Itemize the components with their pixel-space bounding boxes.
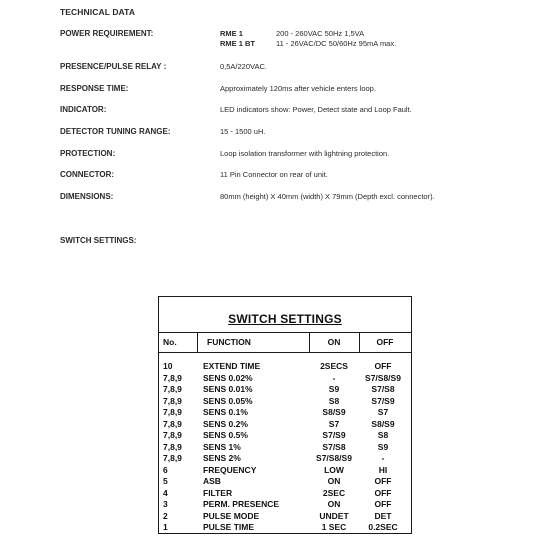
cell-off: S9 — [377, 441, 389, 452]
cell-off: OFF — [374, 499, 392, 509]
cell-no: 7,8,9 — [163, 453, 182, 463]
cell-no: 4 — [163, 487, 168, 498]
table-row — [159, 373, 411, 385]
spec-label: CONNECTOR: — [60, 170, 115, 179]
table-body — [159, 361, 411, 534]
spec-value: Loop isolation transformer with lightning protection. — [220, 149, 390, 158]
cell-no: 6 — [163, 464, 168, 475]
cell-off: HI — [378, 464, 388, 475]
cell-function: EXTEND TIME — [203, 361, 261, 371]
column-header-off: OFF — [376, 337, 394, 347]
cell-on: 2SECS — [320, 361, 348, 371]
power-model: RME 1 — [220, 29, 243, 38]
spec-label: POWER REQUIREMENT: — [60, 29, 154, 38]
power-line-rme1 — [220, 29, 396, 39]
spec-value: 0,5A/220VAC. — [220, 62, 267, 71]
cell-off: S8/S9 — [371, 418, 395, 429]
cell-no: 3 — [163, 499, 168, 509]
spec-connector — [60, 170, 540, 184]
cell-on: LOW — [324, 464, 344, 475]
spec-label: DIMENSIONS: — [60, 192, 114, 201]
table-row — [159, 476, 411, 488]
spec-label: RESPONSE TIME: — [60, 84, 129, 93]
table-row — [159, 511, 411, 523]
cell-on: S7/S9 — [322, 430, 346, 440]
spec-power-requirement — [60, 29, 540, 48]
cell-on: 2SEC — [322, 487, 346, 498]
cell-function: SENS 1% — [203, 441, 241, 452]
cell-no: 7,8,9 — [163, 384, 182, 394]
spec-response-time — [60, 84, 540, 98]
table-row — [159, 407, 411, 419]
cell-no: 7,8,9 — [163, 372, 182, 383]
spec-label: INDICATOR: — [60, 105, 107, 114]
cell-on: UNDET — [319, 510, 349, 521]
cell-on: 1 SEC — [321, 522, 347, 532]
cell-no: 7,8,9 — [163, 418, 182, 429]
table-row — [159, 522, 411, 534]
switch-settings-table — [158, 296, 412, 534]
table-row — [159, 430, 411, 442]
cell-off: S8 — [377, 430, 389, 440]
cell-no: 2 — [163, 510, 168, 521]
table-row — [159, 465, 411, 477]
cell-function: SENS 0.1% — [203, 407, 248, 417]
spec-label: DETECTOR TUNING RANGE: — [60, 127, 171, 136]
cell-no: 7,8,9 — [163, 441, 182, 452]
table-row — [159, 453, 411, 465]
spec-indicator — [60, 105, 540, 119]
table-row — [159, 361, 411, 373]
cell-off: S7 — [377, 407, 389, 417]
power-model: RME 1 BT — [220, 39, 256, 48]
cell-no: 1 — [163, 522, 168, 532]
cell-on: S7 — [328, 418, 340, 429]
cell-off: S7/S8 — [371, 384, 395, 394]
cell-function: SENS 0.05% — [203, 395, 253, 406]
cell-function: FILTER — [203, 487, 233, 498]
table-row — [159, 488, 411, 500]
cell-function: PULSE MODE — [203, 510, 260, 521]
column-header-no: No. — [163, 337, 177, 347]
cell-function: FREQUENCY — [203, 464, 257, 475]
cell-on: S7/S8 — [322, 441, 346, 452]
spec-value: Approximately 120ms after vehicle enters loop. — [220, 84, 376, 93]
column-divider — [197, 333, 198, 353]
cell-function: ASB — [203, 476, 221, 486]
spec-tuning-range — [60, 127, 540, 141]
spec-dimensions — [60, 192, 540, 206]
cell-on: - — [332, 372, 336, 383]
table-row — [159, 442, 411, 454]
cell-no: 7,8,9 — [163, 407, 182, 417]
cell-function: SENS 0.5% — [203, 430, 248, 440]
cell-on: S9 — [328, 384, 340, 394]
cell-function: SENS 0.2% — [203, 418, 248, 429]
spec-value: 15 - 1500 uH. — [220, 127, 266, 136]
spec-value — [220, 29, 396, 49]
table-title: SWITCH SETTINGS — [228, 312, 342, 326]
spec-value: 11 Pin Connector on rear of unit. — [220, 170, 328, 179]
cell-on: S8 — [328, 395, 340, 406]
table-row — [159, 419, 411, 431]
cell-function: SENS 0.01% — [203, 384, 253, 394]
cell-off: DET — [374, 510, 392, 521]
cell-no: 7,8,9 — [163, 430, 182, 440]
document-heading: TECHNICAL DATA — [60, 7, 136, 17]
spec-label: PRESENCE/PULSE RELAY : — [60, 62, 167, 71]
power-value: 11 - 26VAC/DC 50/60Hz 95mA max. — [276, 39, 397, 48]
spec-value: 80mm (height) X 40mm (width) X 79mm (Depth excl. connector). — [220, 192, 435, 201]
cell-off: OFF — [374, 476, 392, 486]
spec-relay — [60, 62, 540, 76]
cell-on: ON — [327, 499, 341, 509]
spec-value: LED indicators show: Power, Detect state and Loop Fault. — [220, 105, 412, 114]
cell-on: S7/S8/S9 — [316, 453, 352, 463]
spec-protection — [60, 149, 540, 163]
cell-off: S7/S9 — [371, 395, 395, 406]
cell-no: 5 — [163, 476, 168, 486]
cell-off: S7/S8/S9 — [365, 372, 401, 383]
cell-off: - — [381, 453, 385, 463]
cell-function: SENS 0.02% — [203, 372, 253, 383]
cell-off: OFF — [374, 487, 392, 498]
cell-function: PERM. PRESENCE — [203, 499, 280, 509]
column-header-on: ON — [327, 337, 341, 347]
spec-label: PROTECTION: — [60, 149, 116, 158]
table-row — [159, 396, 411, 408]
cell-function: PULSE TIME — [203, 522, 255, 532]
cell-no: 10 — [163, 361, 173, 371]
table-row — [159, 499, 411, 511]
cell-no: 7,8,9 — [163, 395, 182, 406]
table-row — [159, 384, 411, 396]
cell-function: SENS 2% — [203, 453, 241, 463]
cell-on: S8/S9 — [322, 407, 346, 417]
column-header-function: FUNCTION — [207, 337, 251, 347]
cell-off: 0.2SEC — [368, 522, 398, 532]
cell-on: ON — [327, 476, 341, 486]
power-line-rme1bt — [220, 39, 396, 49]
cell-off: OFF — [374, 361, 392, 371]
switch-settings-heading: SWITCH SETTINGS: — [60, 236, 137, 245]
power-value: 200 - 260VAC 50Hz 1,5VA — [276, 29, 365, 38]
